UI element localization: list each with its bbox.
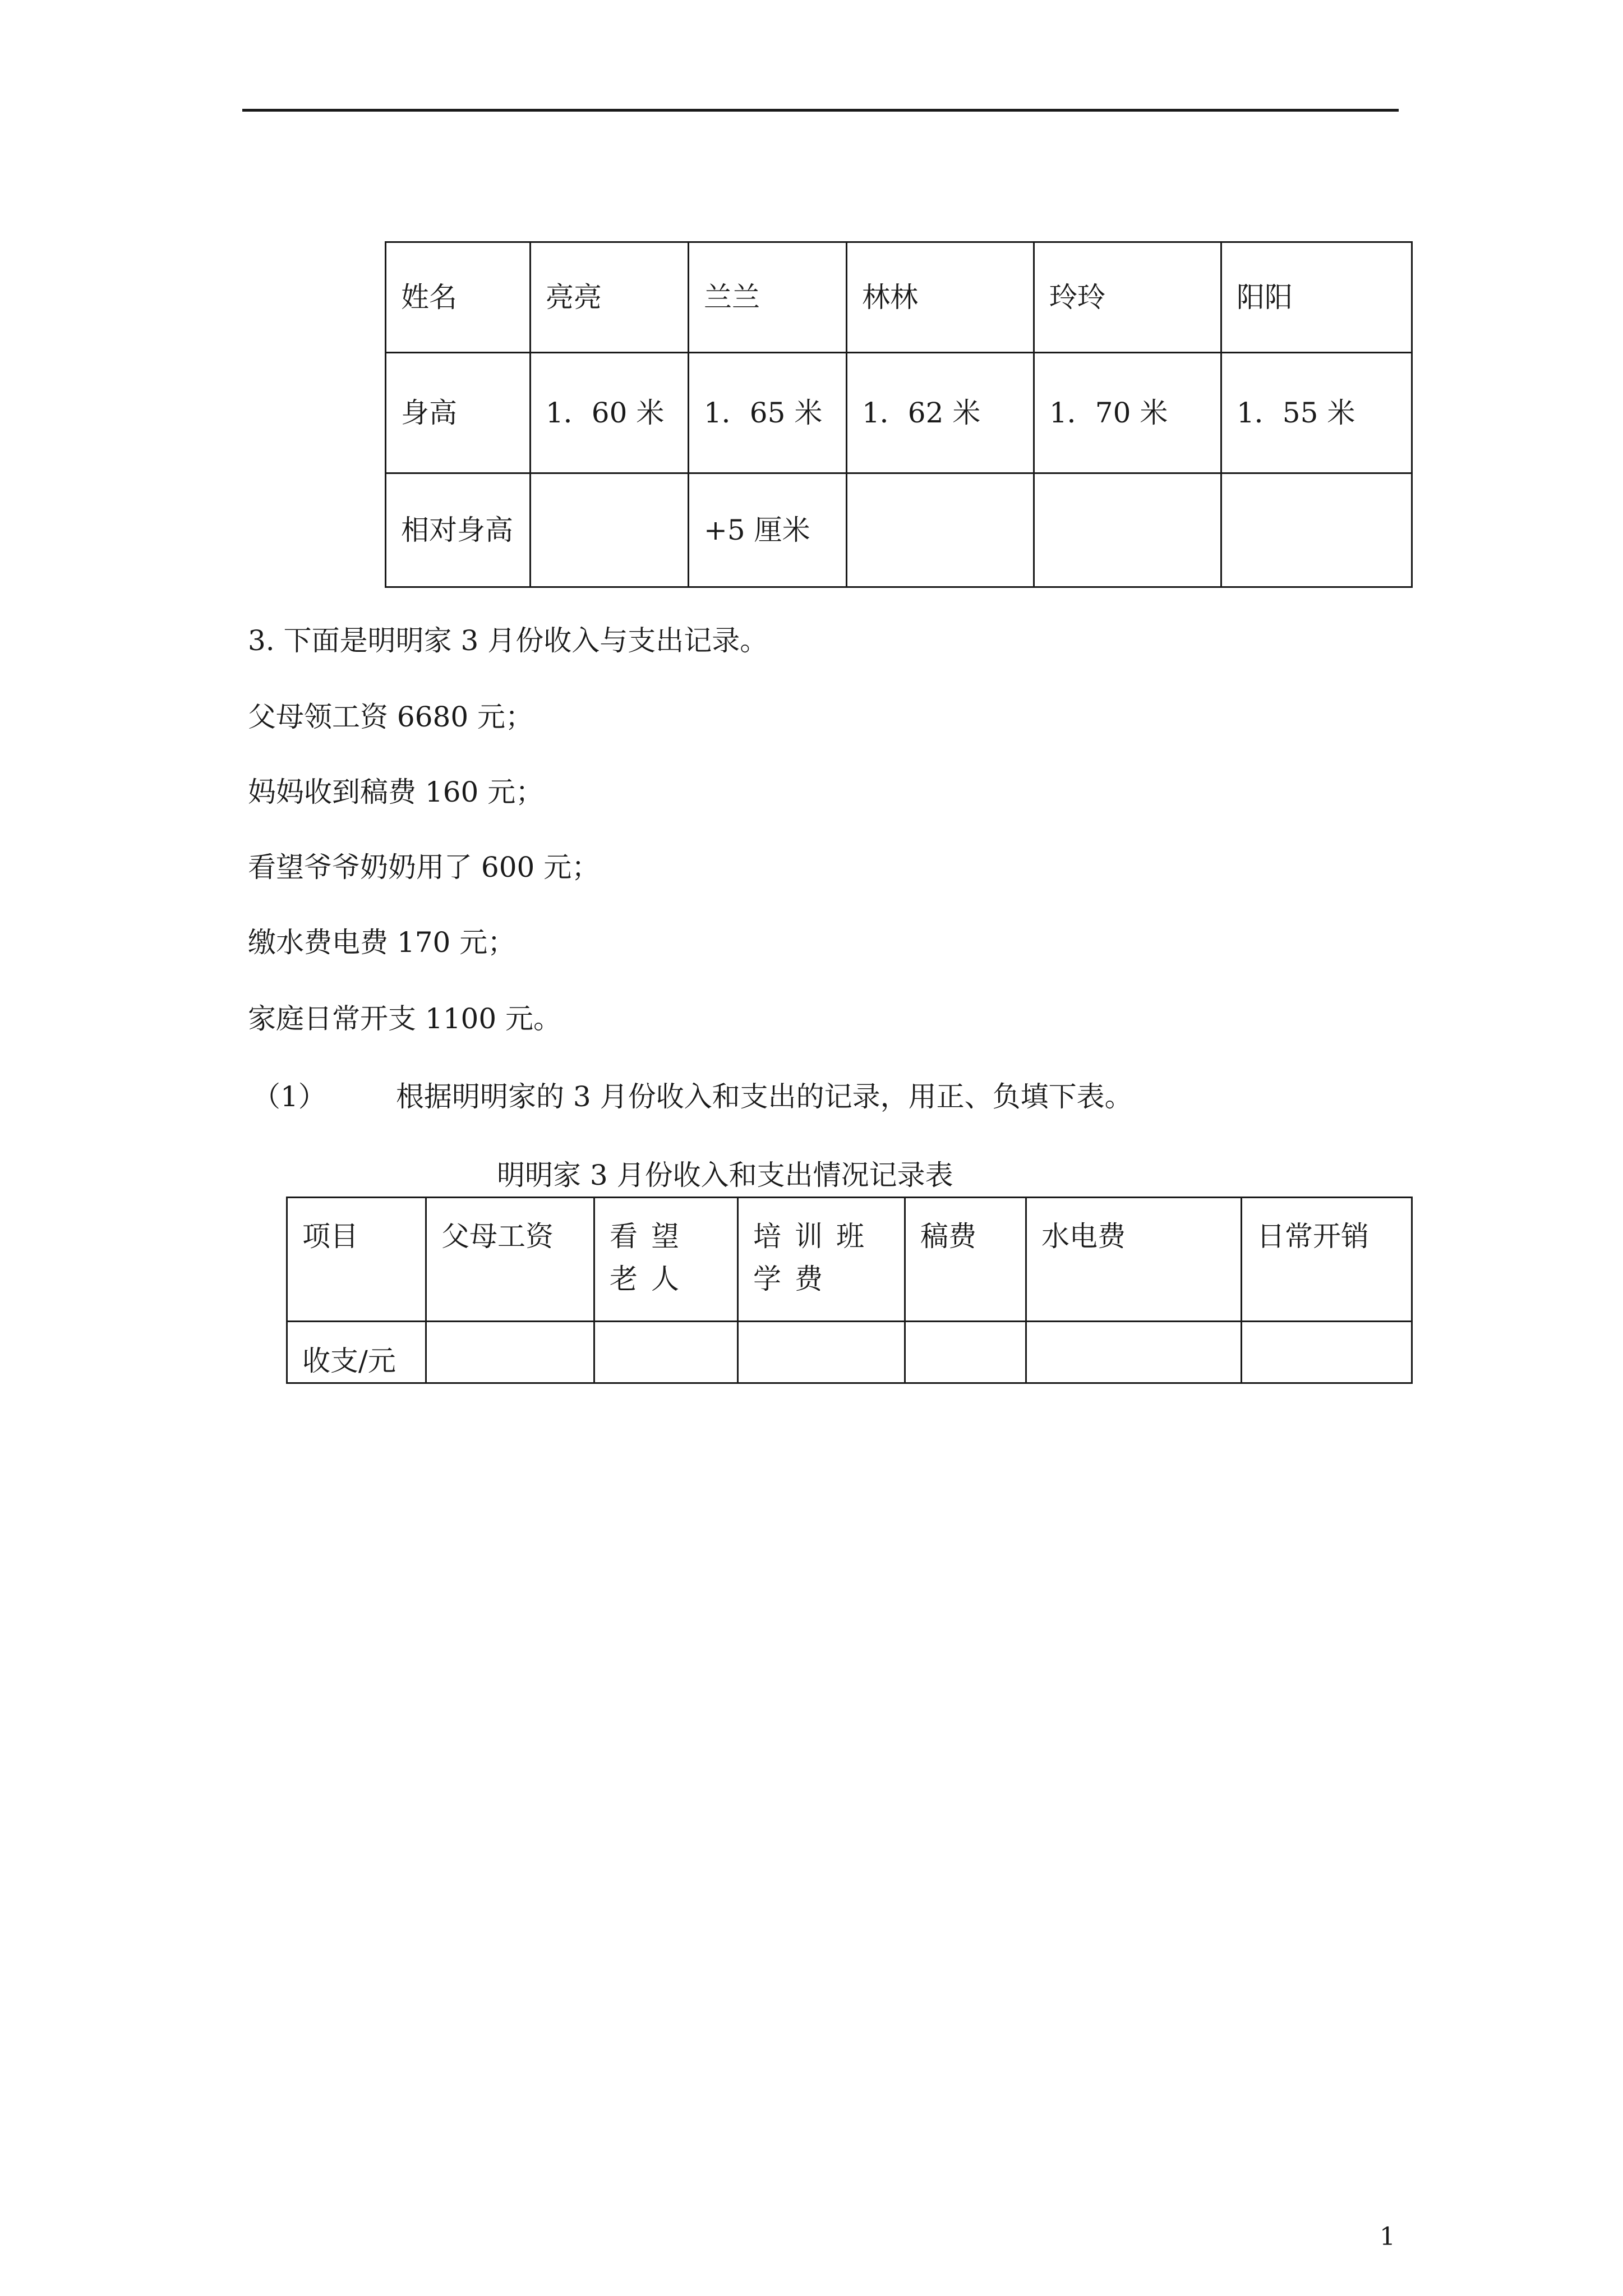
table-cell: 身高 [386, 353, 531, 473]
ledger-header: 水电费 [1026, 1198, 1242, 1322]
height-table [385, 241, 1413, 588]
ledger-header: 父母工资 [426, 1198, 594, 1322]
table-cell: 兰兰 [689, 242, 847, 353]
header-rule [242, 109, 1399, 112]
table-row [287, 1322, 1412, 1383]
ledger-blank-cell [1026, 1322, 1242, 1383]
table-cell: 1．60 米 [531, 353, 689, 473]
ledger-blank-cell [1242, 1322, 1412, 1383]
ledger-header: 稿费 [905, 1198, 1026, 1322]
ledger-blank-cell [426, 1322, 594, 1383]
table-row [386, 473, 1412, 587]
table-row [386, 242, 1412, 353]
table-caption: 明明家 3 月份收入和支出情况记录表 [497, 1159, 953, 1191]
record-item: 看望爷爷奶奶用了 600 元； [248, 851, 600, 884]
table-cell-blank [1034, 473, 1221, 587]
table-cell: 1．62 米 [847, 353, 1034, 473]
table-cell: 1．70 米 [1034, 353, 1221, 473]
table-cell-blank [847, 473, 1034, 587]
ledger-blank-cell [905, 1322, 1026, 1383]
ledger-table [286, 1197, 1413, 1384]
ledger-header: 看望老人 [594, 1198, 738, 1322]
table-cell: 阳阳 [1221, 242, 1412, 353]
table-cell: 相对身高 [386, 473, 531, 587]
table-cell: 1．55 米 [1221, 353, 1412, 473]
sub-question-number: （1） [252, 1080, 326, 1113]
table-row [287, 1198, 1412, 1322]
table-cell: 玲玲 [1034, 242, 1221, 353]
question-intro: 3. 下面是明明家 3 月份收入与支出记录。 [248, 624, 768, 657]
table-cell-blank [1221, 473, 1412, 587]
ledger-header: 培训班学费 [738, 1198, 905, 1322]
table-cell-blank [531, 473, 689, 587]
table-cell: 姓名 [386, 242, 531, 353]
page-number: 1 [1380, 2223, 1395, 2251]
ledger-blank-cell [594, 1322, 738, 1383]
table-cell: 1．65 米 [689, 353, 847, 473]
table-cell: +5 厘米 [689, 473, 847, 587]
table-cell: 亮亮 [531, 242, 689, 353]
record-item: 妈妈收到稿费 160 元； [248, 776, 544, 808]
table-row [386, 353, 1412, 473]
sub-question-text: 根据明明家的 3 月份收入和支出的记录，用正、负填下表。 [396, 1080, 1133, 1113]
ledger-blank-cell [738, 1322, 905, 1383]
ledger-header: 项目 [287, 1198, 426, 1322]
ledger-row-label: 收支/元 [287, 1322, 426, 1383]
ledger-header: 日常开销 [1242, 1198, 1412, 1322]
record-item: 父母领工资 6680 元； [248, 701, 534, 733]
record-item: 家庭日常开支 1100 元。 [248, 1002, 562, 1035]
record-item: 缴水费电费 170 元； [248, 926, 516, 959]
table-cell: 林林 [847, 242, 1034, 353]
